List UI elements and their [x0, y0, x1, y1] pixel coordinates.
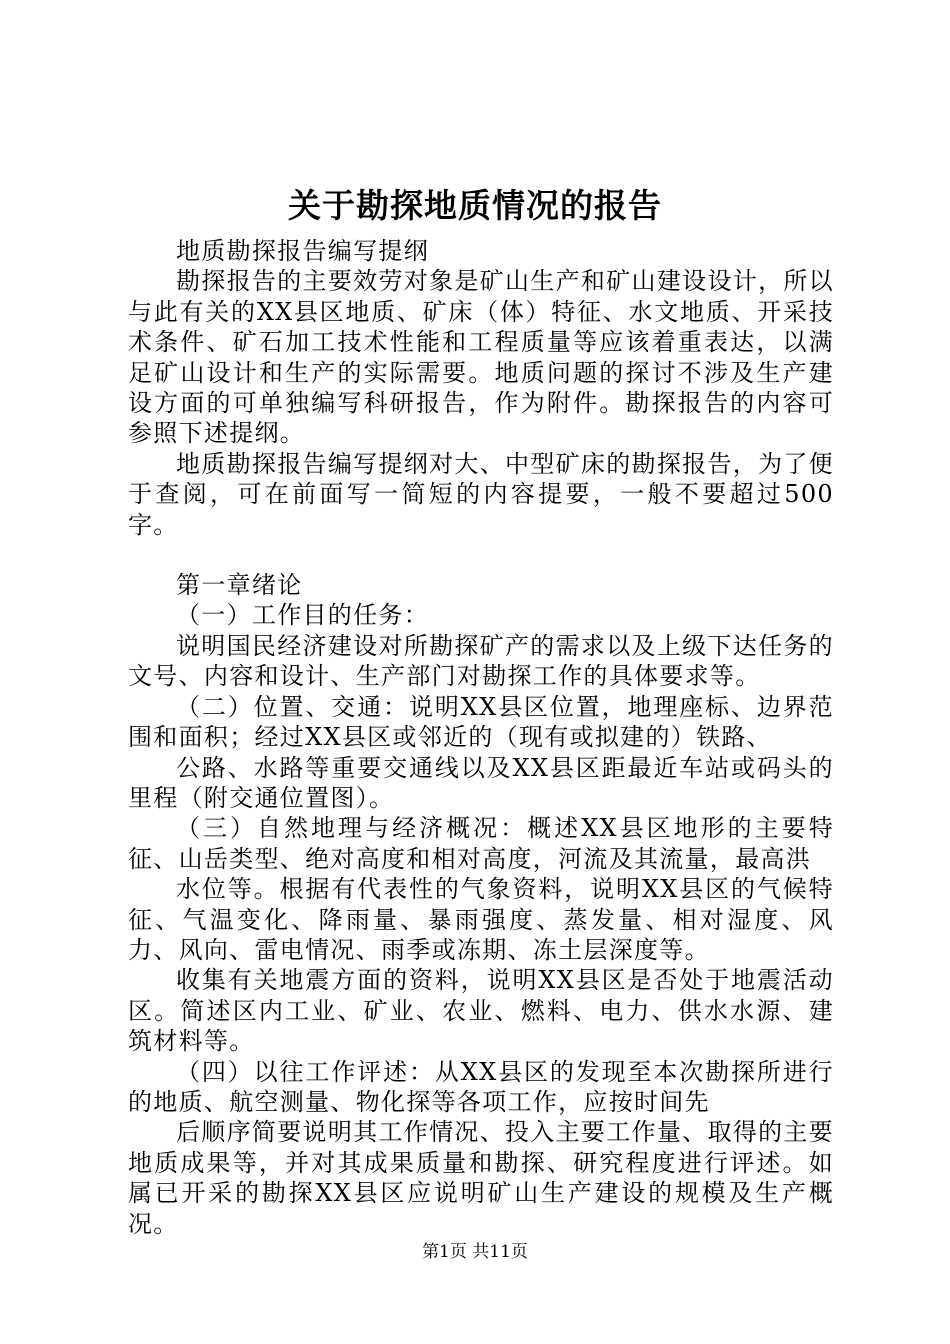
paragraph-earthquake: 收集有关地震方面的资料，说明XX县区是否处于地震活动区。简述区内工业、矿业、农业、燃料、电力、供水水源、建筑材料等。: [128, 966, 834, 1056]
document-body: [128, 236, 834, 1239]
paragraph-geography: （三）自然地理与经济概况：概述XX县区地形的主要特征、山岳类型、绝对高度和相对高度，河流及其流量，最高洪: [128, 814, 834, 873]
page-number-footer: 第1页 共11页: [422, 1242, 528, 1262]
paragraph-report-purpose: 勘探报告的主要效劳对象是矿山生产和矿山建设设计，所以与此有关的XX县区地质、矿床（体）特征、水文地质、开采技术条件、矿石加工技术性能和工程质量等应该着重表达，以满足矿山设计和生产的实际需要。地质问题的探讨不涉及生产建设方面的可单独编写科研报告，作为附件。勘探报告的内容可参照下述提纲。: [128, 267, 834, 448]
paragraph-climate: 水位等。根据有代表性的气象资料，说明XX县区的气候特征、气温变化、降雨量、暴雨强度、蒸发量、相对湿度、风力、风向、雷电情况、雨季或冻期、冻土层深度等。: [128, 875, 834, 964]
paragraph-outline-heading: 地质勘探报告编写提纲: [176, 237, 429, 265]
paragraph-tasks: 说明国民经济建设对所勘探矿产的需求以及上级下达任务的文号、内容和设计、生产部门对勘探工作的具体要求等。: [128, 631, 834, 691]
paragraph-previous-work: （四）以往工作评述：从XX县区的发现至本次勘探所进行的地质、航空测量、物化探等各项工作，应按时间先: [128, 1057, 834, 1116]
chapter-heading: 第一章绪论: [176, 571, 303, 600]
paragraph-summary-note: 地质勘探报告编写提纲对大、中型矿床的勘探报告，为了便于查阅，可在前面写一简短的内容提要，一般不要超过500字。: [128, 449, 834, 539]
paragraph-work-results: 后顺序简要说明其工作情况、投入主要工作量、取得的主要地质成果等，并对其成果质量和勘探、研究程度进行评述。如属已开采的勘探XX县区应说明矿山生产建设的规模及生产概况。: [128, 1118, 834, 1238]
document-title: 关于勘探地质情况的报告: [288, 186, 662, 225]
section-heading-tasks: （一）工作目的任务：: [176, 601, 429, 630]
paragraph-transport: 公路、水路等重要交通线以及XX县区距最近车站或码头的里程（附交通位置图）。: [128, 753, 834, 812]
paragraph-location: （二）位置、交通：说明XX县区位置，地理座标、边界范围和面积；经过XX县区或邻近的（现有或拟建的）铁路、: [128, 692, 834, 752]
